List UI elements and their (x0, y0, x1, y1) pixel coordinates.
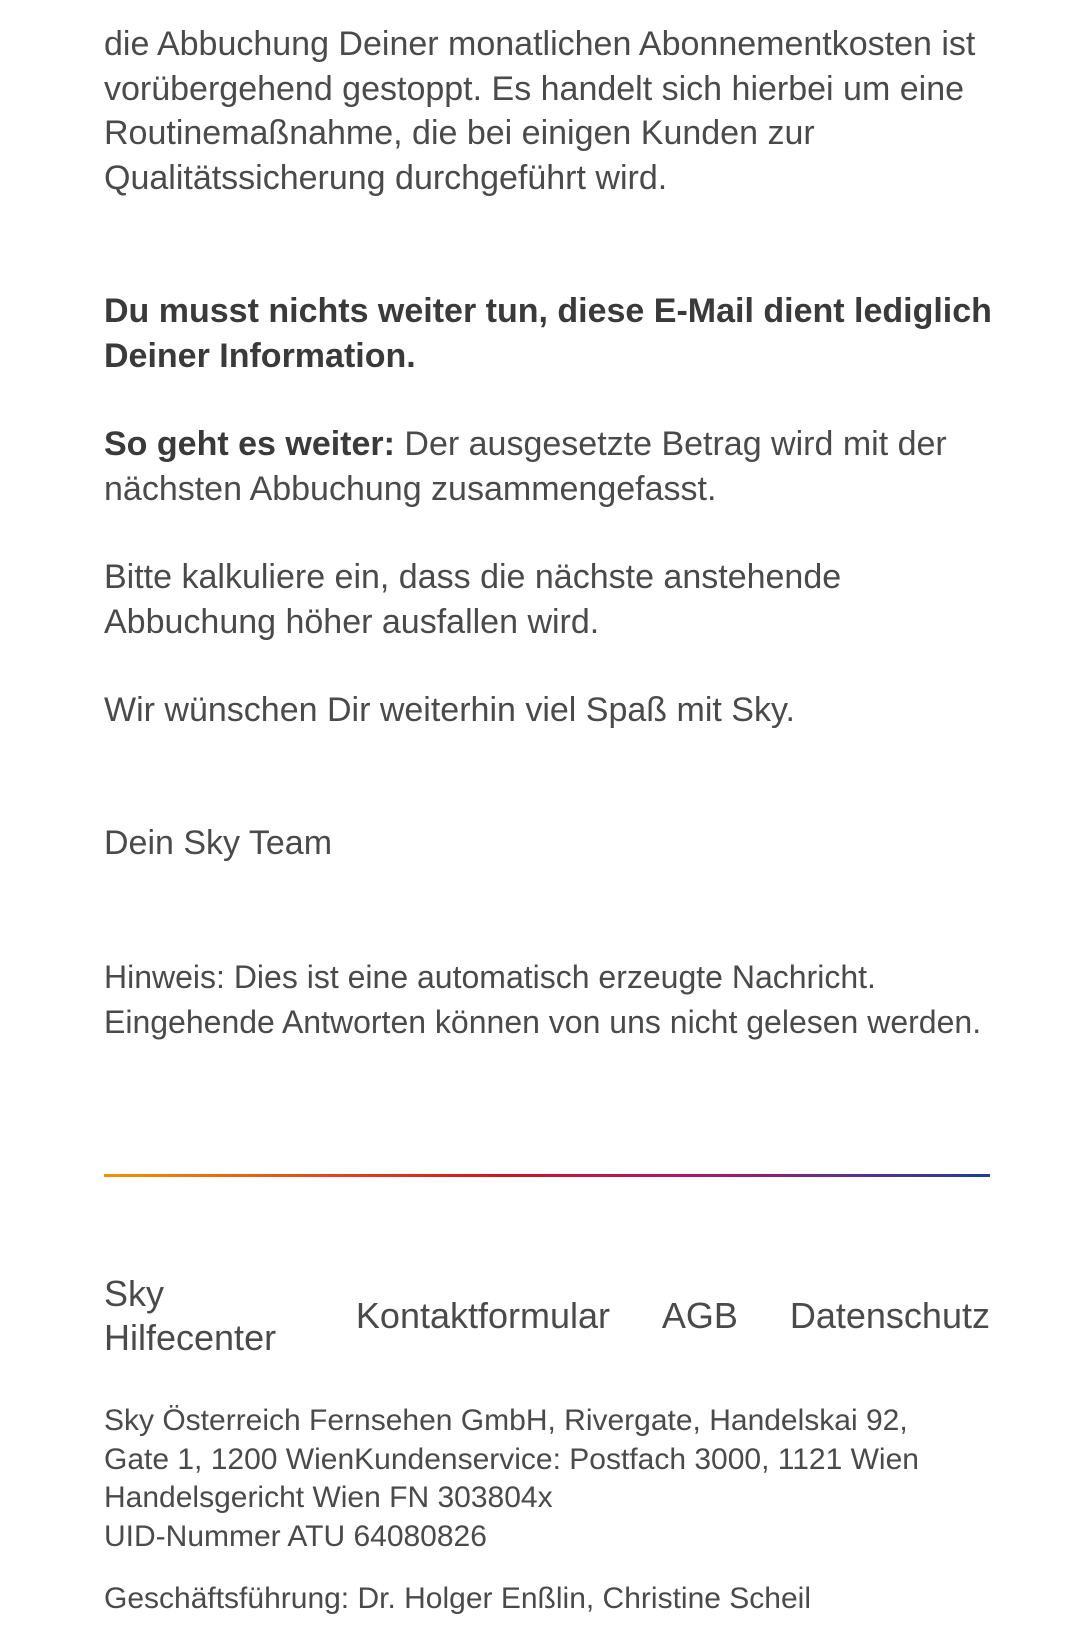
imprint-line-register: Handelsgericht Wien FN 303804x (104, 1481, 553, 1514)
company-imprint (104, 1402, 994, 1556)
intro-paragraph: die Abbuchung Deiner monatlichen Abonnementkosten ist vorübergehend gestoppt. Es handelt sich hierbei um eine Routinemaßnahme, die bei einigen Kunden zur Qualitätssicherung durchgeführt wird. (104, 25, 976, 197)
next-steps-text: Der ausgesetzte Betrag wird mit der nächsten Abbuchung zusammengefasst. (104, 425, 947, 508)
help-center-link[interactable] (104, 1272, 304, 1360)
wishes-paragraph: Wir wünschen Dir weiterhin viel Spaß mit Sky. (104, 691, 795, 729)
imprint-line-vat: UID-Nummer ATU 64080826 (104, 1519, 487, 1553)
contact-form-link[interactable]: Kontaktformular (355, 1295, 611, 1336)
terms-link[interactable]: AGB (661, 1295, 738, 1336)
privacy-link[interactable]: Datenschutz (789, 1295, 990, 1336)
help-center-link-line1: Sky (104, 1273, 165, 1314)
next-steps-label: So geht es weiter: (104, 425, 395, 463)
imprint-line-address: Sky Österreich Fernsehen GmbH, Rivergate, Handelskai 92, (104, 1404, 908, 1437)
signature: Dein Sky Team (104, 824, 333, 862)
auto-message-note: Hinweis: Dies ist eine automatisch erzeugte Nachricht. Eingehende Antworten können von uns nicht gelesen werden. (104, 959, 982, 1040)
next-steps-paragraph (104, 422, 994, 511)
management-line: Geschäftsführung: Dr. Holger Enßlin, Christine Scheil (104, 1582, 811, 1615)
help-center-link-line2: Hilfecenter (104, 1317, 277, 1358)
footer-links (104, 1272, 990, 1360)
calc-notice-paragraph: Bitte kalkuliere ein, dass die nächste anstehende Abbuchung höher ausfallen wird. (104, 558, 842, 641)
gradient-divider (104, 1174, 990, 1177)
imprint-line-service: Gate 1, 1200 WienKundenservice: Postfach 3000, 1121 Wien (104, 1442, 919, 1476)
no-action-notice: Du musst nichts weiter tun, diese E-Mail dient lediglich Deiner Information. (104, 292, 992, 375)
